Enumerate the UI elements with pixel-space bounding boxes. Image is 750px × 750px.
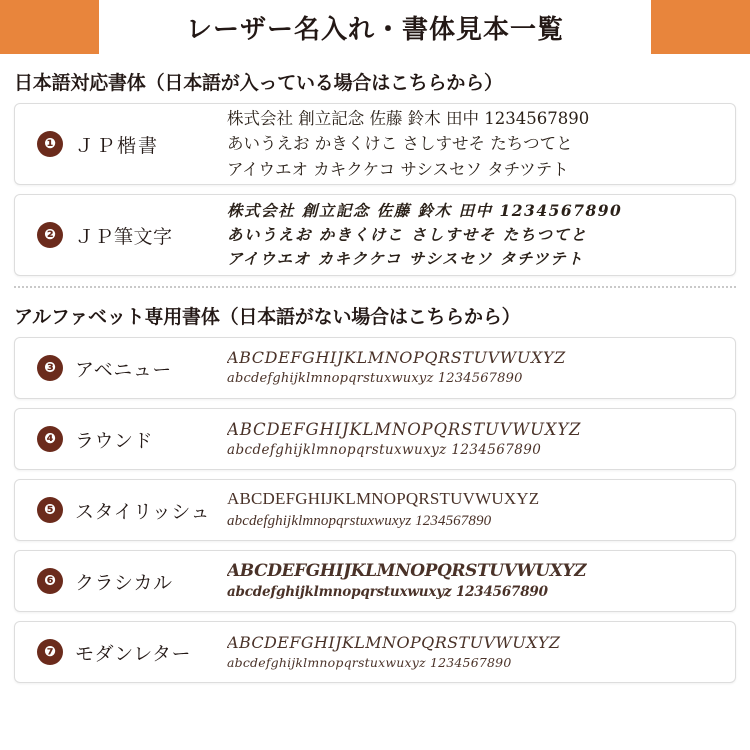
header-band (0, 0, 750, 54)
font-sample (227, 106, 735, 181)
sample-line: あいうえお かきくけこ さしすせそ たちつてと (227, 224, 588, 244)
sample-line: abcdefghijklmnopqrstuxwuxyz 1234567890 (227, 371, 523, 387)
font-name: モダンレター (75, 642, 191, 665)
font-name: アベニュー (75, 358, 172, 381)
font-sample (227, 632, 735, 672)
font-name: スタイリッシュ (75, 500, 210, 523)
page-title: レーザー名入れ・書体見本一覧 (185, 14, 564, 45)
sample-line: abcdefghijklmnopqrstuxwuxyz 1234567890 (227, 655, 512, 671)
item-number-badge: ❶ (37, 131, 63, 157)
list-item[interactable] (14, 479, 736, 541)
section-heading-alphabet: アルファベット専用書体（日本語がない場合はこちらから） (14, 306, 521, 328)
font-sample (227, 487, 735, 532)
sample-line: ABCDEFGHIJKLMNOPQRSTUVWUXYZ (227, 632, 561, 652)
item-number-badge: ❸ (37, 355, 63, 381)
font-sample (227, 559, 735, 602)
font-name: ラウンド (75, 429, 154, 452)
sample-line: アイウエオ カキクケコ サシスセソ タチツテト (227, 249, 584, 268)
item-number-badge: ❷ (37, 222, 63, 248)
font-sample (227, 347, 735, 388)
list-item[interactable] (14, 103, 736, 185)
list-item[interactable] (14, 550, 736, 612)
sample-line: abcdefghijklmnopqrstuxwuxyz 1234567890 (227, 513, 492, 530)
sample-line: ABCDEFGHIJKLMNOPQRSTUVWUXYZ (227, 561, 587, 582)
list-item[interactable] (14, 194, 736, 276)
sample-line: ABCDEFGHIJKLMNOPQRSTUVWUXYZ (227, 348, 566, 368)
sample-line: ABCDEFGHIJKLMNOPQRSTUVWUXYZ (227, 419, 582, 439)
japanese-font-list (14, 103, 736, 276)
list-item[interactable] (14, 621, 736, 683)
item-number-badge: ❼ (37, 639, 63, 665)
sample-line: あいうえお かきくけこ さしすせそ たちつてと (227, 134, 573, 154)
sample-line: abcdefghijklmnopqrstuxwuxyz 1234567890 (227, 442, 542, 459)
item-number-badge: ❹ (37, 426, 63, 452)
alphabet-font-list (14, 337, 736, 683)
font-sample (227, 199, 735, 271)
sample-line: 株式会社 創立記念 佐藤 鈴木 田中 1234567890 (227, 109, 590, 129)
font-sample (227, 418, 735, 461)
font-name: ＪＰ楷書 (75, 134, 160, 157)
list-item[interactable] (14, 337, 736, 399)
item-number-badge: ❻ (37, 568, 63, 594)
sample-line: abcdefghijklmnopqrstuxwuxyz 1234567890 (227, 584, 548, 601)
sample-line: 株式会社 創立記念 佐藤 鈴木 田中 1234567890 (227, 200, 623, 220)
item-number-badge: ❺ (37, 497, 63, 523)
font-name: ＪＰ筆文字 (75, 225, 173, 248)
sample-line: アイウエオ カキクケコ サシスセソ タチツテト (227, 159, 569, 179)
list-item[interactable] (14, 408, 736, 470)
header-title-plate (99, 0, 651, 54)
section-divider (14, 286, 736, 288)
section-heading-japanese: 日本語対応書体（日本語が入っている場合はこちらから） (14, 72, 503, 94)
font-name: クラシカル (75, 571, 173, 594)
sample-line: ABCDEFGHIJKLMNOPQRSTUVWUXYZ (227, 489, 540, 509)
